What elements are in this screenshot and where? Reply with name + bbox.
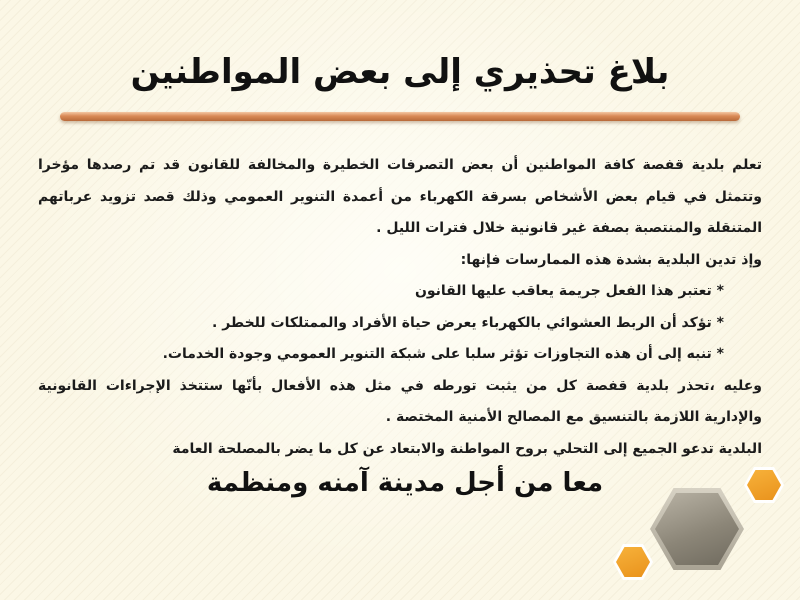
paragraph-intro: تعلم بلدية قفصة كافة المواطنين أن بعض التصرفات الخطيرة والمخالفة للقانون قد تم رصدها مؤخرا وتتمثل في قيام بعض الأشخاص بسرقة الكهرباء من أعمدة التنوير العمومي وذلك قصد تزويد عرباتهم المتنقلة والمنتصبة بصفة غير قانونية خلال فترات الليل . <box>38 157 762 236</box>
slide-title: بلاغ تحذيري إلى بعض المواطنين <box>130 52 670 92</box>
bullet-item: * تنبه إلى أن هذه التجاوزات تؤثر سلبا على شبكة التنوير العمومي وجودة الخدمات. <box>162 346 724 362</box>
slogan: معا من أجل مدينة آمنه ومنظمة <box>206 468 604 498</box>
title-divider <box>60 112 740 121</box>
paragraph-warning: وعليه ،تحذر بلدية قفصة كل من يثبت تورطه في مثل هذه الأفعال بأنّها ستتخذ الإجراءات القانونية والإدارية اللازمة بالتنسيق مع المصالح الأمنية المختصة . <box>38 377 762 425</box>
bullet-item: * تؤكد أن الربط العشوائي بالكهرباء يعرض حياة الأفراد والممتلكات للخطر . <box>212 314 724 331</box>
paragraph-condemn: وإذ تدين البلدية بشدة هذه الممارسات فإنها: <box>460 251 762 268</box>
announcement-body <box>38 150 762 465</box>
bullet-item: * تعتبر هذا الفعل جريمة يعاقب عليها القانون <box>414 283 724 299</box>
paragraph-call: البلدية تدعو الجميع إلى التحلي بروح المواطنة والابتعاد عن كل ما يضر بالمصلحة العامة <box>172 440 762 457</box>
